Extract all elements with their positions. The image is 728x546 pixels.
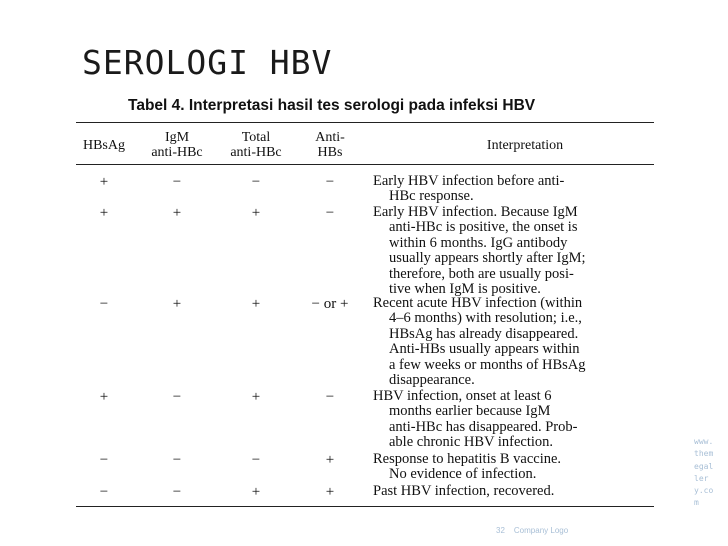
cell-hbsag: − bbox=[99, 296, 109, 312]
cell-antihbs: − or + bbox=[311, 296, 349, 312]
header-line: IgM bbox=[164, 130, 190, 145]
slide-footer bbox=[496, 526, 577, 535]
cell-total: + bbox=[251, 296, 261, 312]
interpretation-line: Past HBV infection, recovered. bbox=[373, 483, 555, 499]
header-line: anti-HBc bbox=[151, 145, 203, 160]
cell-interpretation bbox=[373, 174, 673, 205]
interpretation-line: Early HBV infection. Because IgM bbox=[373, 204, 578, 220]
cell-igm: − bbox=[172, 484, 182, 500]
cell-total: + bbox=[251, 484, 261, 500]
cell-hbsag: + bbox=[99, 389, 109, 405]
header-hbsag bbox=[78, 138, 130, 153]
interpretation-line: Recent acute HBV infection (within bbox=[373, 295, 583, 311]
table-top-rule bbox=[76, 122, 654, 123]
interpretation-line: 4–6 months) with resolution; i.e., bbox=[389, 310, 582, 327]
interpretation-line: anti-HBc is positive, the onset is bbox=[389, 219, 578, 236]
interpretation-line: therefore, both are usually posi- bbox=[389, 265, 574, 282]
cell-interpretation bbox=[373, 484, 673, 499]
interpretation-line: disappearance. bbox=[389, 372, 475, 389]
page-number: 32 bbox=[496, 526, 505, 535]
cell-total: − bbox=[251, 174, 261, 190]
header-line: Anti- bbox=[315, 130, 345, 145]
interpretation-line: Response to hepatitis B vaccine. bbox=[373, 451, 562, 467]
cell-igm: − bbox=[172, 174, 182, 190]
cell-total: + bbox=[251, 205, 261, 221]
interpretation-line: HBc response. bbox=[389, 188, 474, 205]
interpretation-line: Early HBV infection before anti- bbox=[373, 173, 565, 189]
cell-hbsag: + bbox=[99, 205, 109, 221]
company-logo-text: Company Logo bbox=[513, 526, 569, 535]
header-line: HBs bbox=[317, 145, 343, 160]
interpretation-line: months earlier because IgM bbox=[389, 403, 551, 420]
cell-igm: + bbox=[172, 296, 182, 312]
interpretation-line: HBV infection, onset at least 6 bbox=[373, 388, 552, 404]
table-bottom-rule bbox=[76, 506, 654, 507]
cell-interpretation bbox=[373, 205, 673, 297]
cell-antihbs: − bbox=[325, 174, 335, 190]
cell-igm: + bbox=[172, 205, 182, 221]
cell-igm: − bbox=[172, 452, 182, 468]
interpretation-line: able chronic HBV infection. bbox=[389, 434, 554, 451]
header-interpretation bbox=[470, 138, 580, 153]
cell-antihbs: − bbox=[325, 389, 335, 405]
cell-interpretation bbox=[373, 389, 673, 451]
header-total-anti-hbc bbox=[220, 130, 292, 160]
table-header-rule bbox=[76, 164, 654, 165]
interpretation-line: a few weeks or months of HBsAg bbox=[389, 356, 586, 373]
interpretation-line: HBsAg has already disappeared. bbox=[389, 325, 579, 342]
interpretation-line: anti-HBc has disappeared. Prob- bbox=[389, 418, 578, 435]
cell-total: − bbox=[251, 452, 261, 468]
table-caption: Tabel 4. Interpretasi hasil tes serologi pada infeksi HBV bbox=[128, 97, 536, 114]
interpretation-line: within 6 months. IgG antibody bbox=[389, 234, 568, 251]
interpretation-line: Anti-HBs usually appears within bbox=[389, 341, 580, 358]
header-igm-anti-hbc bbox=[142, 130, 212, 160]
slide-title: SEROLOGI HBV bbox=[82, 43, 333, 82]
cell-antihbs: + bbox=[325, 452, 335, 468]
interpretation-line: No evidence of infection. bbox=[389, 466, 537, 483]
interpretation-line: tive when IgM is positive. bbox=[389, 281, 541, 298]
cell-interpretation bbox=[373, 296, 673, 388]
watermark-url: www.themegallery.com bbox=[694, 437, 714, 508]
header-line: Total bbox=[241, 130, 271, 145]
cell-interpretation bbox=[373, 452, 673, 483]
cell-total: + bbox=[251, 389, 261, 405]
header-line: anti-HBc bbox=[230, 145, 282, 160]
cell-hbsag: + bbox=[99, 174, 109, 190]
header-line: HBsAg bbox=[82, 138, 125, 153]
header-line: Interpretation bbox=[486, 138, 564, 153]
cell-hbsag: − bbox=[99, 484, 109, 500]
cell-igm: − bbox=[172, 389, 182, 405]
interpretation-line: usually appears shortly after IgM; bbox=[389, 250, 586, 267]
cell-antihbs: − bbox=[325, 205, 335, 221]
header-anti-hbs bbox=[306, 130, 354, 160]
cell-antihbs: + bbox=[325, 484, 335, 500]
cell-hbsag: − bbox=[99, 452, 109, 468]
